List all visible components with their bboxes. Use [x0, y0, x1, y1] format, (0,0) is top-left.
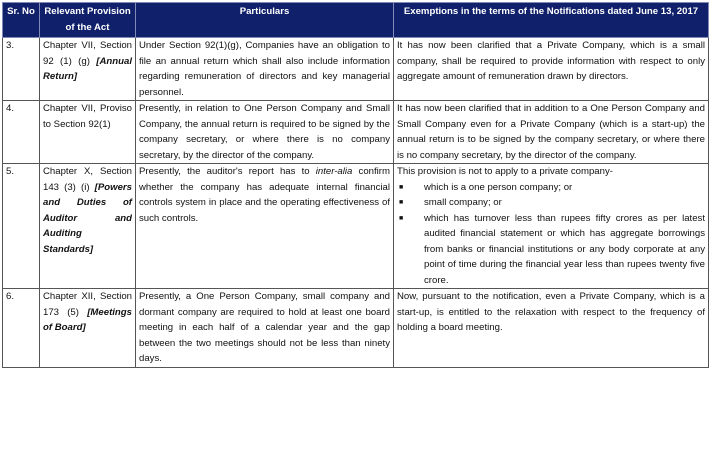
exemptions-table — [2, 2, 709, 368]
particulars-italic-term: inter-alia — [315, 166, 353, 177]
particulars-text: Presently, the auditor's report has to — [139, 166, 316, 177]
row-provision — [40, 101, 136, 164]
exemption-text: Now, pursuant to the notification, even a Private Company, which is a start-up, is entitled to the relaxation with respect to the frequency of holding a board meeting. — [397, 291, 705, 333]
particulars-text: Under Section 92(1)(g), Companies have an obligation to file an annual return which shall also include information regarding remuneration of directors and key managerial personnel. — [139, 40, 390, 98]
header-exemptions: Exemptions in the terms of the Notifications dated June 13, 2017 — [394, 3, 709, 38]
row-exemption — [394, 101, 709, 164]
row-particulars — [136, 38, 394, 101]
provision-text: Chapter X, Section 143 (3) (i) — [43, 166, 132, 193]
list-item — [397, 211, 705, 289]
exemption-text: It has now been clarified that in addition to a One Person Company and Small Company even for a Private Company (which is a start-up) the annual return is to be signed by the company secretary, or where there is no company secretary, by the director of the company. — [397, 103, 705, 161]
provision-text: Chapter VII, Section 92 (1) (g) — [43, 40, 132, 67]
table-row — [3, 38, 709, 101]
table-row — [3, 101, 709, 164]
row-provision — [40, 164, 136, 289]
table-row — [3, 164, 709, 289]
row-sr: 3. — [3, 38, 40, 101]
header-sr-no: Sr. No — [3, 3, 40, 38]
provision-title: [Annual Return] — [43, 55, 132, 82]
bullet-text: small company; or — [424, 197, 502, 208]
particulars-text-continued: confirm whether the company has adequate internal financial controls system in place and the operating effectiveness of such controls. — [139, 166, 390, 224]
header-particulars: Particulars — [136, 3, 394, 38]
row-sr: 5. — [3, 164, 40, 289]
exemption-text: It has now been clarified that a Private Company, which is a small company, shall be required to provide information with respect to only aggregate amount of remuneration drawn by directors. — [397, 40, 705, 82]
row-exemption — [394, 164, 709, 289]
bullet-text: which has turnover less than rupees fifty crores as per latest audited financial statement or which has aggregate borrowings from banks or financial institutions or any body corporate at any point of time during the financial year less than rupees twenty five crore. — [424, 212, 705, 286]
row-particulars — [136, 289, 394, 368]
provision-title: [Meetings of Board] — [43, 306, 132, 333]
square-bullet-icon: ■ — [399, 214, 404, 222]
row-particulars — [136, 164, 394, 289]
exemption-text: This provision is not to apply to a private company- — [397, 166, 613, 177]
list-item — [397, 180, 705, 196]
square-bullet-icon: ■ — [399, 183, 404, 191]
provision-text: Chapter XII, Section 173 (5) — [43, 291, 132, 318]
row-sr: 6. — [3, 289, 40, 368]
particulars-text: Presently, a One Person Company, small company and dormant company are required to hold at least one board meeting in each half of a calendar year and the gap between the two meetings should not be less than ninety days. — [139, 291, 390, 364]
row-exemption — [394, 289, 709, 368]
bullet-text: which is a one person company; or — [424, 181, 573, 193]
row-particulars — [136, 101, 394, 164]
row-provision — [40, 38, 136, 101]
row-sr: 4. — [3, 101, 40, 164]
row-provision — [40, 289, 136, 368]
provision-text: Chapter VII, Proviso to Section 92(1) — [43, 103, 132, 130]
row-exemption — [394, 38, 709, 101]
table-row — [3, 289, 709, 368]
particulars-text: Presently, in relation to One Person Company and Small Company, the annual return is required to be signed by the company secretary, or where there is no company secretary, by the director of the company. — [139, 103, 390, 161]
header-provision: Relevant Provision of the Act — [40, 3, 136, 38]
square-bullet-icon: ■ — [399, 199, 404, 206]
list-item — [397, 195, 705, 211]
exemption-bullet-list — [397, 180, 705, 289]
provision-title: [Powers and Duties of Auditor and Auditing Standards] — [43, 181, 132, 255]
header-row — [3, 3, 709, 38]
